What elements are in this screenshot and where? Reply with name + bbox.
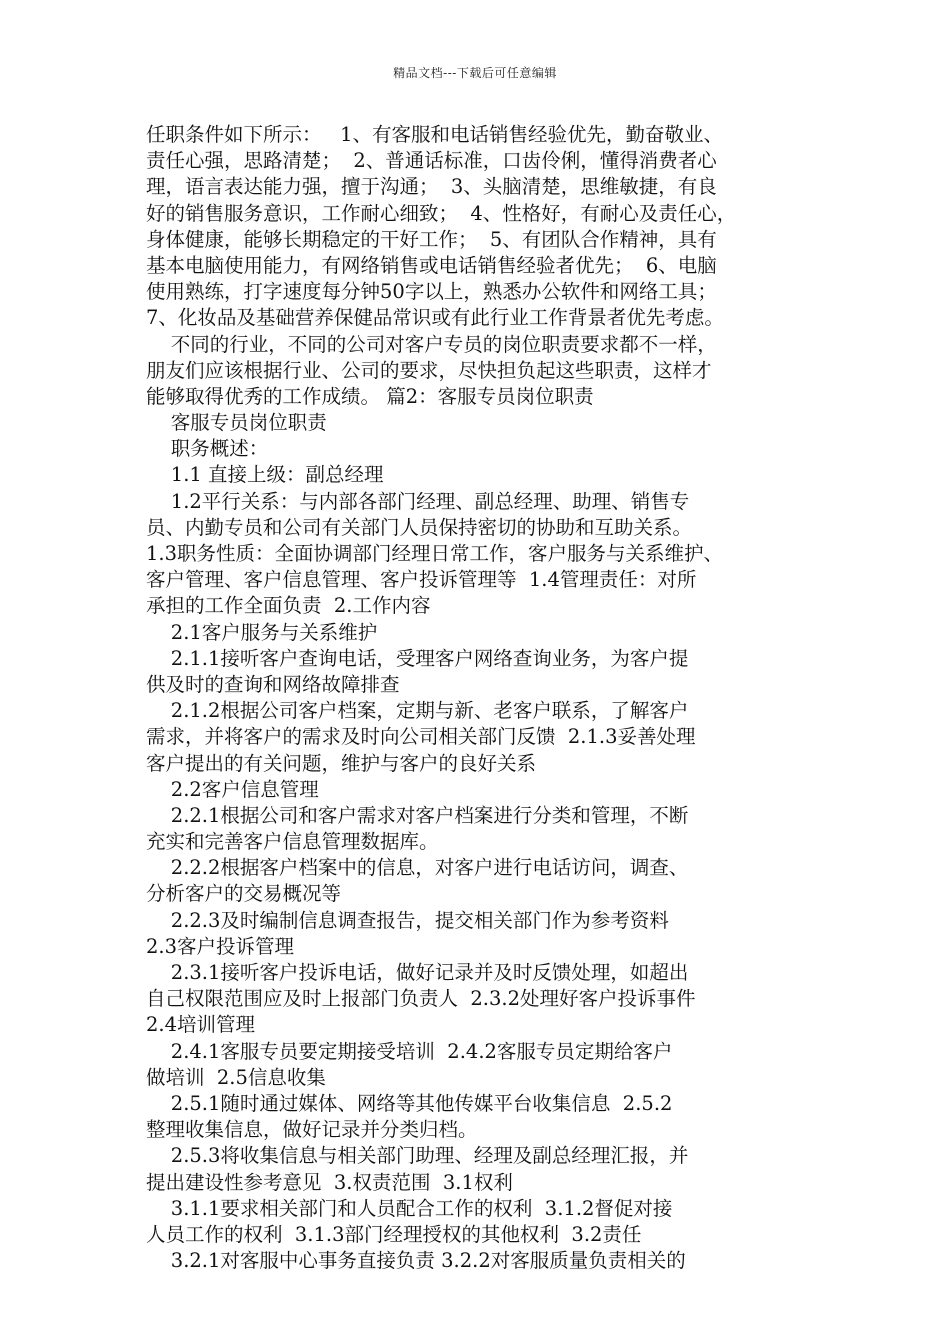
document-body (146, 122, 826, 1274)
text-line: 人员工作的权利 3.1.3部门经理授权的其他权利 3.2责任 (146, 1222, 642, 1246)
text-line: 2.4.1客服专员要定期接受培训 2.4.2客服专员定期给客户 (146, 1039, 673, 1063)
text-line: 朋友们应该根据行业、公司的要求，尽快担负起这些职责，这样才 (146, 358, 712, 382)
text-line: 2.3客户投诉管理 (146, 934, 295, 958)
text-line: 2.5.1随时通过媒体、网络等其他传媒平台收集信息 2.5.2 (146, 1091, 673, 1115)
text-line: 任职条件如下所示： 1、有客服和电话销售经验优先，勤奋敬业、 (146, 123, 724, 146)
text-line: 需求，并将客户的需求及时向公司相关部门反馈 2.1.3妥善处理 (146, 725, 696, 749)
text-line: 整理收集信息，做好记录并分类归档。 (146, 1118, 478, 1142)
text-line: 3.1.1要求相关部门和人员配合工作的权利 3.1.2督促对接 (146, 1196, 673, 1220)
text-line: 能够取得优秀的工作成绩。 篇2：客服专员岗位职责 (146, 384, 594, 408)
text-line: 承担的工作全面负责 2.工作内容 (146, 594, 431, 618)
text-line: 客户提出的有关问题，维护与客户的良好关系 (146, 751, 537, 775)
text-line: 不同的行业，不同的公司对客户专员的岗位职责要求都不一样， (146, 332, 717, 356)
text-line: 2.1客户服务与关系维护 (146, 620, 378, 644)
text-line: 自己权限范围应及时上报部门负责人 2.3.2处理好客户投诉事件 (146, 987, 696, 1011)
text-line: 身体健康，能够长期稳定的干好工作； 5、有团队合作精神，具有 (146, 227, 717, 251)
text-line: 责任心强，思路清楚； 2、普通话标准，口齿伶俐，懂得消费者心 (146, 149, 717, 173)
text-line: 2.4培训管理 (146, 1013, 256, 1037)
text-line: 使用熟练，打字速度每分钟50字以上，熟悉办公软件和网络工具； (146, 280, 717, 304)
text-line: 客户管理、客户信息管理、客户投诉管理等 1.4管理责任：对所 (146, 568, 697, 592)
text-line: 2.2.1根据公司和客户需求对客户档案进行分类和管理，不断 (146, 803, 689, 827)
text-line: 2.2.3及时编制信息调查报告，提交相关部门作为参考资料 (146, 908, 669, 932)
text-line: 基本电脑使用能力，有网络销售或电话销售经验者优先； 6、电脑 (146, 253, 717, 277)
text-line: 员、内勤专员和公司有关部门人员保持密切的协助和互助关系。 (146, 515, 693, 539)
text-line: 理，语言表达能力强，擅于沟通； 3、头脑清楚，思维敏捷，有良 (146, 175, 717, 199)
text-line: 客服专员岗位职责 (146, 411, 327, 435)
text-line: 好的销售服务意识，工作耐心细致； 4、性格好，有耐心及责任心， (146, 201, 737, 225)
page-header: 精品文档---下载后可任意编辑 (393, 66, 557, 80)
text-line: 职务概述： (146, 437, 269, 461)
text-line: 做培训 2.5信息收集 (146, 1065, 326, 1089)
text-line: 分析客户的交易概况等 (146, 882, 342, 906)
text-line: 7、化妆品及基础营养保健品常识或有此行业工作背景者优先考虑。 (146, 306, 724, 330)
text-line: 3.2.1对客服中心事务直接负责 3.2.2对客服质量负责相关的 (146, 1249, 686, 1273)
text-line: 2.5.3将收集信息与相关部门助理、经理及副总经理汇报，并 (146, 1144, 689, 1168)
text-line: 2.2客户信息管理 (146, 777, 319, 801)
text-line: 2.1.2根据公司客户档案，定期与新、老客户联系，了解客户 (146, 699, 689, 723)
text-line: 提出建设性参考意见 3.权责范围 3.1权利 (146, 1170, 513, 1194)
text-line: 1.3职务性质：全面协调部门经理日常工作，客户服务与关系维护、 (146, 542, 724, 565)
text-line: 2.1.1接听客户查询电话，受理客户网络查询业务，为客户提 (146, 646, 689, 670)
text-line: 2.3.1接听客户投诉电话，做好记录并及时反馈处理，如超出 (146, 961, 689, 984)
text-line: 2.2.2根据客户档案中的信息，对客户进行电话访问，调查、 (146, 856, 689, 880)
text-line: 1.1 直接上级：副总经理 (146, 463, 384, 487)
text-line: 供及时的查询和网络故障排查 (146, 672, 400, 696)
text-line: 充实和完善客户信息管理数据库。 (146, 830, 439, 854)
text-line: 1.2平行关系：与内部各部门经理、副总经理、助理、销售专 (146, 489, 690, 513)
